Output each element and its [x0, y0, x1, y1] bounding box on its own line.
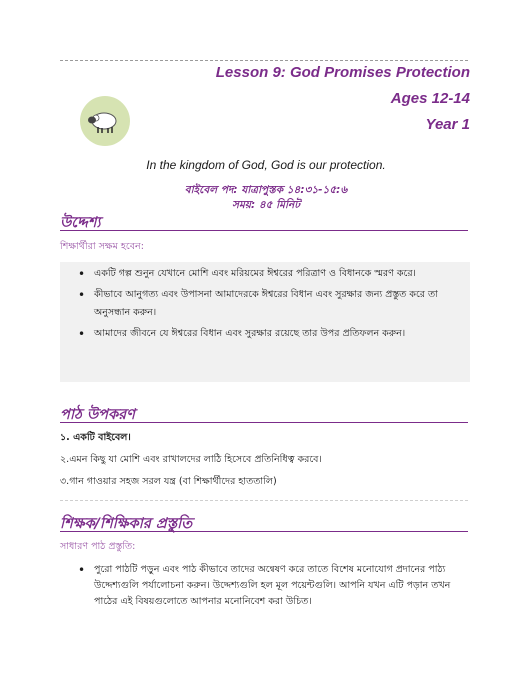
objective-text: • কীভাবে আনুগত্য এবং উপাসনা আমাদেরকে ঈশ্বরের বিধান এবং সুরক্ষার জন্য প্রস্তুত করে তা অনুসন্ধান করুন।	[94, 289, 438, 318]
objectives-heading: উদ্দেশ্য	[60, 215, 101, 231]
material-item: ১. একটি বাইবেল।	[60, 432, 131, 443]
lesson-duration: সময়: ৪৫ মিনিট	[232, 199, 300, 211]
teacher-prep-underline	[60, 531, 468, 532]
teacher-prep-heading: শিক্ষক/শিক্ষিকার প্রস্তুতি	[60, 516, 193, 532]
lesson-title: Lesson 9: God Promises Protection	[215, 64, 470, 81]
teacher-prep-intro: সাধারণ পাঠ প্রস্তুতি:	[60, 541, 136, 552]
sheep-icon	[80, 96, 130, 146]
list-item	[76, 562, 468, 610]
objective-text: • আমাদের জীবনে যে ঈশ্বরের বিধান এবং সুরক্ষার রয়েছে তার উপর প্রতিফলন করুন।	[94, 328, 406, 339]
material-item: ৩.গান গাওয়ার সহজ সরল যন্ত্র (বা শিক্ষার্থীদের হাততালি)	[60, 476, 277, 487]
materials-heading: পাঠ উপকরণ	[60, 407, 135, 423]
list-item	[76, 325, 468, 343]
materials-underline	[60, 422, 468, 423]
year-label: Year 1	[425, 116, 470, 133]
lesson-tagline: In the kingdom of God, God is our protection.	[146, 158, 386, 172]
objective-text: • একটি গল্প শুনুন যেখানে মোশি এবং মরিয়মের ঈশ্বরের পরিত্রাণ ও বিধানকে স্মরণ করে।	[94, 268, 416, 279]
teacher-prep-list	[76, 562, 468, 610]
list-item	[76, 286, 468, 322]
list-item	[76, 265, 468, 283]
age-range: Ages 12-14	[390, 90, 470, 107]
objectives-underline	[60, 230, 468, 231]
objectives-intro: শিক্ষার্থীরা সক্ষম হবেন:	[60, 241, 144, 252]
objectives-list	[76, 265, 468, 343]
material-item: ২.এমন কিছু যা মোশি এবং রাখালদের লাঠি হিসেবে প্রতিনিধিত্ব করবে।	[60, 454, 322, 465]
prep-text: • পুরো পাঠটি পড়ুন এবং পাঠ কীভাবে তাদের অন্বেষণ করে তাতে বিশেষ মনোযোগ প্রদানের পাঠ্য উদ্দেশ্যগুলি পর্যালোচনা করুন। উদ্দেশ্যগুলি হল মূল পয়েন্টগুলি। আপনি যখন এটি পড়ান তখন পাঠের এই বিষয়গুলোতে আপনার মনোনিবেশ করা উচিত।	[94, 564, 451, 607]
top-dashed-rule	[60, 60, 468, 61]
materials-divider	[60, 500, 468, 501]
bible-passage: বাইবেল পদ: যাত্রাপুস্তক ১৪:৩১-১৫:৬	[184, 184, 348, 196]
